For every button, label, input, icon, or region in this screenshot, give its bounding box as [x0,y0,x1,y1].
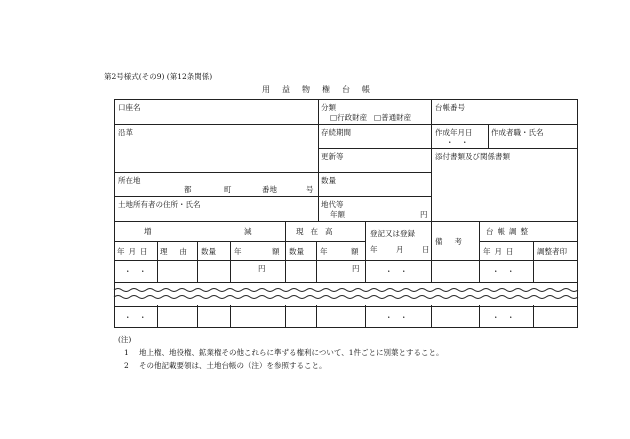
name-label: 口座名 [118,103,141,112]
row1-yen: 円 [258,264,266,273]
form-number: 第2号様式(その9) (第12条関係) [104,72,213,81]
registration-header: 登記又は登録 [370,229,415,238]
location-unit-go: 号 [306,185,314,194]
rent-yen: 円 [420,210,428,219]
location-unit-to: 都 [184,185,192,194]
increase-decrease-header-first: 増 [144,227,152,236]
location-label: 所在地 [118,176,141,185]
rent-label: 地代等 [321,200,344,209]
classification-label: 分類 [321,103,336,112]
notes-heading: (注) [118,335,132,344]
ledger-number-label: 台帳番号 [435,103,465,112]
col-ymd: 年月日 [117,247,152,256]
row2-reg-date: ・ ・ [385,313,408,322]
col-quantity-2: 数量 [289,247,304,256]
page-title: 用益物権台帳 [262,85,382,94]
col-reg-year: 年 [370,245,378,254]
note-2-text: その他記載要領は、土地台帳の（注）を参照すること。 [139,361,327,370]
owner-label: 土地所有者の住所・氏名 [118,200,201,209]
increase-decrease-header-last: 減 [244,227,252,236]
col-adj-ymd: 年月日 [483,247,518,256]
row1-reg-date: ・ ・ [385,267,408,276]
created-date-label: 作成年月日 [435,128,473,137]
note-2-number: 2 [124,361,129,370]
col-adjuster: 調整者印 [537,247,567,256]
quantity-label: 数量 [321,176,336,185]
created-date-dots: ・ ・ [446,138,469,147]
attachments-label: 添付書類及び関係書類 [435,152,510,161]
row1-date: ・ ・ [124,267,147,276]
duration-label: 存続期間 [321,128,351,137]
col-year-2: 年 [320,247,328,256]
history-label: 沿革 [118,128,133,137]
row1-yen-2: 円 [352,264,360,273]
ordinary-property-checkbox[interactable]: □普通財産 [374,113,412,122]
note-1-text: 地上権、地役権、鉱業権その他これらに準ずる権利について、1件ごとに別葉とすること。 [139,348,444,357]
col-reg-day: 日 [422,245,430,254]
row2-adj-date: ・ ・ [492,313,515,322]
annual-label: 年額 [330,210,345,219]
current-header: 現在高 [296,227,340,236]
renewal-label: 更新等 [321,152,344,161]
location-unit-machi: 町 [224,185,232,194]
col-amount-year: 年 [234,247,242,256]
creator-label: 作成者職・氏名 [491,128,544,137]
col-amount: 額 [272,247,280,256]
location-unit-banchi: 番地 [262,185,277,194]
admin-property-checkbox[interactable]: □行政財産 [330,113,368,122]
row2-date: ・ ・ [124,313,147,322]
row1-adj-date: ・ ・ [492,267,515,276]
ledger-adjust-header: 台帳調整 [486,227,532,236]
col-reg-month: 月 [396,245,404,254]
remarks-header: 備考 [435,237,474,246]
col-amount-2: 額 [351,247,359,256]
note-1-number: 1 [124,348,129,357]
col-quantity: 数量 [201,247,216,256]
col-reason: 理由 [160,247,199,256]
